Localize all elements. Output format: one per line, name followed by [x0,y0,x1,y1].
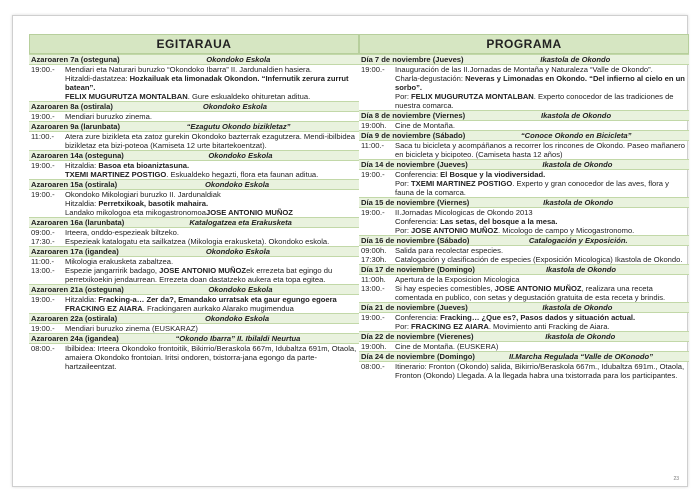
schedule-entry [29,324,359,333]
entry-highlight: Fracking-a… Zer da?, Emandako urratsak eta gaur egungo egoera [98,295,337,304]
basque-schedule [29,54,359,371]
day-date: Azaroaren 15a (ostirala) [31,180,118,189]
day-venue: II.Marcha Regulada “Valle de OKonodo” [508,352,653,361]
day-header [359,235,689,246]
day-venue: Okondoko Eskola [208,151,273,160]
schedule-entry [359,170,689,179]
entry-time [361,217,395,226]
schedule-day [29,333,359,371]
schedule-entry [29,92,359,101]
schedule-entry [29,237,359,246]
day-date: Azaroaren 8a (ostirala) [31,102,113,111]
entry-text [65,237,357,246]
entry-text [395,284,687,302]
entry-text [65,65,357,74]
entry-highlight: JOSE ANTONIO MUÑOZ [411,226,498,235]
schedule-entry [359,246,689,255]
day-date: Azaroaren 7a (osteguna) [31,55,120,64]
entry-description: Conferencia: [395,217,441,226]
entry-highlight: JOSE ANTONIO MUÑOZ [494,284,582,293]
entry-text [395,322,687,331]
schedule-entry [359,217,689,226]
entry-time [361,226,395,235]
schedule-entry [29,199,359,208]
entry-highlight: Las setas, del bosque a la mesa. [440,217,558,226]
schedule-entry [359,362,689,380]
entry-description: Mendiari buruzko zinema. [65,112,152,121]
day-header [29,179,359,190]
entry-description: Apertura de la Exposicion Micologica [395,275,520,284]
entry-text [65,199,357,208]
entry-text [395,121,687,130]
entry-text [65,74,357,92]
entry-description: . Gure eskualdeko ohituretan aditua. [187,92,311,101]
day-header [359,264,689,275]
day-date: Azaroaren 21a (osteguna) [31,285,124,294]
entry-description: Okondoko Mikologiari buruzko II. Jardunaldiak [65,190,221,199]
column-header-egitaraua [29,34,359,54]
day-date: Día 9 de noviembre (Sábado) [361,131,466,140]
entry-text [395,65,687,74]
entry-description: . Frackingaren aurkako Alarako mugimendua [142,304,294,313]
day-date: Azaroaren 22a (ostirala) [31,314,118,323]
column-header-programa [359,34,689,54]
entry-text [395,179,687,197]
entry-text [395,313,687,322]
entry-text [65,112,357,121]
entry-description: . Experto conocedor de las tradiciones de nuestra comarca. [395,92,674,110]
schedule-day [359,54,689,110]
entry-text [65,344,357,371]
day-date: Día 7 de noviembre (Jueves) [361,55,464,64]
day-header [359,159,689,170]
entry-highlight: Fracking… ¿Que es?, Pasos dados y situación actual. [440,313,636,322]
entry-description: Cine de Montaña. (EUSKERA) [395,342,499,351]
schedule-day [359,130,689,159]
day-date: Azaroaren 17a (igandea) [31,247,119,256]
column-title: PROGRAMA [486,37,562,51]
entry-text [65,208,357,217]
entry-highlight: Hozkailuak eta limonadak Okondon. “Infernutik zerura zurrut batean”. [65,74,349,92]
schedule-entry [29,257,359,266]
schedule-entry [29,304,359,313]
entry-description: Saca tu bicicleta y acompáñanos a recorrer los rincones de Okondo. Paseo mañanero en bicicleta y bicipoteo. (Camiseta hasta 12 años) [395,141,685,159]
schedule-entry [359,179,689,197]
entry-highlight: TXEMI MARTINEZ POSTIGO [65,170,167,179]
day-date: Día 24 de noviembre (Domingo) [361,352,475,361]
day-header [29,246,359,257]
day-venue: Ikastola de Okondo [543,198,614,207]
schedule-day [359,351,689,380]
entry-description: Mendiari eta Naturari buruzko “Okondoko Ibarra” II. Jardunaldien hasiera. [65,65,312,74]
entry-text [65,190,357,199]
day-venue: Okondoko Eskola [204,314,270,323]
entry-description: Hitzaldia: [65,295,99,304]
day-venue: Ikastola de Okondo [542,303,613,312]
day-date: Día 22 de noviembre (Vierenes) [361,332,474,341]
entry-time [361,179,395,197]
entry-time: 08:00.- [361,362,385,371]
entry-highlight: FRACKING EZ AIARA [411,322,489,331]
schedule-entry [29,228,359,237]
day-venue: Ikastola de Okondo [541,111,612,120]
entry-text [65,132,357,150]
schedule-day [29,54,359,101]
day-header [359,197,689,208]
entry-time: 19:00.- [361,65,385,74]
day-venue: Okondoko Eskola [204,180,270,189]
entry-time: 19:00.- [31,324,55,333]
day-date: Azaroaren 24a (igandea) [31,334,119,343]
day-header [29,121,359,132]
column-title: EGITARAUA [156,37,232,51]
entry-time: 19:00.- [361,208,385,217]
entry-time: 13:00.- [361,284,385,293]
entry-time: 19:00.- [31,161,55,170]
spanish-schedule [359,54,689,380]
entry-time [31,199,65,208]
day-venue: Okondoko Eskola [202,102,267,111]
entry-text [65,228,357,237]
entry-description: Atera zure bizikleta eta zatoz gurekin Okondoko bazterrak ezagutzera. Mendi-ibilbidea bizikletaz eta bizi-poteoa (Kamiseta 12 urte bitartekoentzat). [65,132,355,150]
day-header [29,101,359,112]
day-venue: Okondoko Eskola [205,247,270,256]
entry-time [31,92,65,101]
entry-description: Hitzaldia: [65,199,99,208]
day-date: Azaroaren 14a (osteguna) [31,151,124,160]
entry-time: 19:00.- [31,112,55,121]
entry-description: Espezieak katalogatu eta sailkatzea (Mikologia erakusketa). Okondoko eskola. [65,237,330,246]
schedule-entry [359,226,689,235]
entry-time [361,74,395,92]
schedule-entry [29,266,359,284]
schedule-entry [359,121,689,130]
schedule-entry [359,342,689,351]
entry-text [65,170,357,179]
day-date: Día 17 de noviembre (Domingo) [361,265,475,274]
day-venue: Catalogación y Exposición. [528,236,628,245]
entry-time: 09:00.- [31,228,55,237]
entry-time: 19:00.- [31,295,55,304]
day-venue: Katalogatzea eta Erakusketa [189,218,292,227]
entry-text [395,74,687,92]
entry-time: 11:00.- [31,257,55,266]
day-venue: Okondoko Eskola [206,55,271,64]
entry-time: 19:00.- [31,65,55,74]
day-header [29,333,359,344]
day-date: Azaroaren 9a (larunbata) [31,122,121,131]
entry-highlight: FELIX MUGURUTZA MONTALBAN [411,92,534,101]
basque-program-column [29,34,359,480]
schedule-day [29,217,359,246]
entry-description: Irteera, onddo-espezieak biltzeko. [65,228,179,237]
document-frame [12,15,688,487]
entry-text [395,208,687,217]
day-header [359,331,689,342]
entry-text [395,226,687,235]
schedule-entry [29,190,359,199]
schedule-day [29,101,359,121]
day-header [29,217,359,228]
day-header [359,302,689,313]
entry-time [31,170,65,179]
entry-text [395,141,687,159]
entry-time [361,92,395,110]
schedule-entry [359,313,689,322]
entry-time: 19:00.- [31,190,55,199]
entry-highlight: Perretxikoak, basotik mahaira. [98,199,209,208]
entry-highlight: JOSE ANTONIO MUÑOZ [206,208,293,217]
entry-time: 19:00.- [361,170,385,179]
entry-text [395,342,687,351]
day-date: Día 8 de noviembre (Viernes) [361,111,466,120]
entry-time: 17:30.- [31,237,55,246]
entry-description: Landako mikologoa eta mikogastronomoa [65,208,206,217]
entry-description: . Movimiento anti Fracking de Aiara. [488,322,610,331]
schedule-day [29,284,359,313]
page-number: 23 [673,476,679,482]
entry-description: Espezie jangarririk badago, [65,266,160,275]
schedule-day [29,313,359,333]
entry-text [65,304,357,313]
spanish-program-column [359,34,689,480]
day-venue: Okondoko Eskola [208,285,273,294]
schedule-entry [29,170,359,179]
entry-time: 19:00h. [361,342,387,351]
day-venue: Ikastola de Okondo [545,265,616,274]
entry-description: Ibilbidea: Irteera Okondoko frontoitik, Bikirrio/Beraskola 667m, Idubaltza 691m, Otaola, amaiera Okondoko frontoian. Iritsi ondoren, txistorra-jana egongo da parte-hartzaileentzat. [65,344,357,371]
schedule-entry [29,112,359,121]
schedule-entry [359,141,689,159]
day-date: Día 16 de noviembre (Sábado) [361,236,470,245]
entry-description: II.Jornadas Micologicas de Okondo 2013 [395,208,533,217]
entry-text [395,92,687,110]
day-venue: Ikastola de Okondo [540,55,611,64]
entry-time: 19:00h. [361,121,387,130]
entry-highlight: JOSE ANTONIO MUÑOZ [159,266,247,275]
entry-time: 09:00h. [361,246,387,255]
entry-highlight: FELIX MUGURUTZA MONTALBAN [65,92,188,101]
entry-description: Por: [395,179,412,188]
entry-time: 17:30h. [361,255,387,264]
schedule-entry [359,322,689,331]
schedule-entry [359,92,689,110]
entry-description: Inauguración de las II.Jornadas de Montaña y Naturaleza “Valle de Okondo”. [395,65,653,74]
entry-highlight: FRACKING EZ AIARA [65,304,143,313]
entry-text [395,275,687,284]
entry-text [65,257,357,266]
day-header [29,150,359,161]
entry-time [31,74,65,92]
entry-text [65,161,357,170]
entry-description: Cine de Montaña. [395,121,455,130]
entry-description: Conferencia: [395,313,441,322]
schedule-entry [29,161,359,170]
entry-description: Por: [395,322,412,331]
entry-text [65,92,357,101]
entry-text [65,295,357,304]
entry-description: Mikologia erakusketa zabaltzea. [65,257,174,266]
entry-description: ek errezeta bat egingo du perretxikoekin jendaurrean. Errezeta doan dastatzeko aukera eta topa egitea. [65,266,333,284]
entry-description: Charla-degustación: [395,74,466,83]
entry-description: Hitzaldia: [65,161,99,170]
entry-time: 08:00.- [31,344,55,353]
entry-description: . Experto y gran conocedor de las aves, flora y fauna de la comarca. [395,179,669,197]
entry-time: 11:00.- [361,141,385,150]
schedule-day [29,246,359,284]
schedule-day [29,150,359,179]
schedule-entry [359,284,689,302]
schedule-day [359,197,689,235]
entry-description: . Micologo de campo y Micogastronomo. [497,226,635,235]
schedule-entry [29,74,359,92]
entry-highlight: Neveras y Limonadas en Okondo. “Del infierno al cielo en un sorbo”. [395,74,685,92]
entry-description: Itinerario: Fronton (Okondo) salida, Bikirrio/Beraskola 667m., Idubaltza 691m., Otaola, Fronton (Okondo) Llegada. A la llegada habra una txistorrada para los participantes. [395,362,685,380]
day-venue: Ikastola de Okondo [545,332,616,341]
schedule-day [359,331,689,351]
schedule-entry [29,295,359,304]
entry-time: 11:00h. [361,275,386,284]
entry-description: Si hay especies comestibles, [395,284,495,293]
entry-description: Por: [395,92,412,101]
day-header [359,130,689,141]
entry-description: . Eskualdeko hegazti, flora eta faunan aditua. [166,170,319,179]
entry-description: Hitzaldi-dastatzea: [65,74,130,83]
entry-description: Catalogación y clasificación de especies (Exposición Micologica) Ikastola de Okondo. [395,255,683,264]
entry-time: 13:00.- [31,266,55,275]
schedule-entry [359,255,689,264]
entry-description: Por: [395,226,412,235]
day-date: Día 14 de noviembre (Jueves) [361,160,468,169]
day-venue: Ikastola de Okondo [542,160,613,169]
schedule-day [359,110,689,130]
entry-text [65,266,357,284]
schedule-entry [29,65,359,74]
entry-text [395,246,687,255]
schedule-entry [359,74,689,92]
day-header [29,284,359,295]
day-header [359,351,689,362]
entry-description: Mendiari buruzko zinema (EUSKARAZ) [65,324,198,333]
entry-highlight: TXEMI MARTINEZ POSTIGO [411,179,513,188]
day-venue: “Okondo Ibarra” II. Ibilaldi Neurtua [175,334,301,343]
entry-text [65,324,357,333]
entry-highlight: Basoa eta bioaniztasuna. [98,161,190,170]
day-date: Día 21 de noviembre (Jueves) [361,303,468,312]
entry-text [395,362,687,380]
schedule-entry [359,208,689,217]
schedule-day [359,264,689,302]
entry-text [395,255,687,264]
day-header [359,54,689,65]
entry-text [395,170,687,179]
schedule-entry [359,65,689,74]
schedule-day [359,302,689,331]
entry-time [361,322,395,331]
schedule-entry [29,132,359,150]
entry-text [395,217,687,226]
schedule-entry [29,344,359,371]
schedule-day [29,121,359,150]
schedule-day [29,179,359,217]
entry-time: 19:00.- [361,313,385,322]
day-venue: “Conoce Okondo en Bicicleta” [520,131,632,140]
day-header [29,313,359,324]
day-date: Día 15 de noviembre (Viernes) [361,198,470,207]
entry-time: 11:00.- [31,132,55,141]
entry-time [31,208,65,217]
schedule-day [359,235,689,264]
day-date: Azaroaren 16a (larunbata) [31,218,125,227]
schedule-day [359,159,689,197]
day-venue: “Ezagutu Okondo bizikletaz” [186,122,291,131]
schedule-entry [29,208,359,217]
entry-highlight: El Bosque y la viodiversidad. [440,170,546,179]
day-header [29,54,359,65]
entry-description: , realizara una receta comentada en publico, con setas y degustación gratuita de esta receta y brindis. [395,284,666,302]
entry-description: Conferencia: [395,170,441,179]
entry-description: Salida para recolectar especies. [395,246,504,255]
entry-time [31,304,65,313]
schedule-entry [359,275,689,284]
day-header [359,110,689,121]
